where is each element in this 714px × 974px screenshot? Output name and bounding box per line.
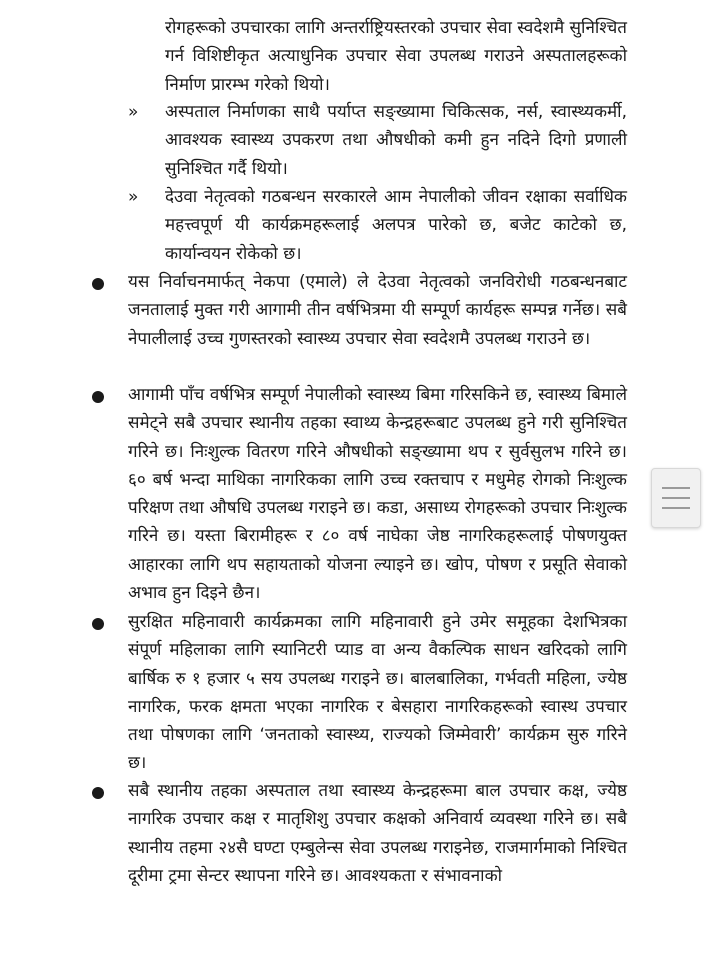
sub-bullet-text: देउवा नेतृत्वको गठबन्धन सरकारले आम नेपालीको जीवन रक्षाका सर्वाधिक महत्त्वपूर्ण यी कार्यक्रमहरूलाई अलपत्र पारेको छ, बजेट काटेको छ, कार्यान्वयन रोकेको छ। bbox=[165, 187, 627, 264]
main-bullet-text: सुरक्षित महिनावारी कार्यक्रमका लागि महिनावारी हुने उमेर समूहका देशभित्रका संपूर्ण महिलाका लागि स्यानिटरी प्याड वा अन्य वैकल्पिक साधन खरिदको लागि बार्षिक रु १ हजार ५ सय उपलब्ध गराइने छ। बालबालिका, गर्भवती महिला, ज्येष्ठ नागरिक, फरक क्षमता भएका नागरिक र बेसहारा नागरिकहरूको स्वास्थ उपचार तथा पोषणका लागि ‘जनताको स्वास्थ्य, राज्यको जिम्मेवारी’ कार्यक्रम सुरु गरिने छ। bbox=[128, 612, 627, 774]
bullet-dot-icon bbox=[92, 787, 104, 799]
main-bullet-text: सबै स्थानीय तहका अस्पताल तथा स्वास्थ्य केन्द्रहरूमा बाल उपचार कक्ष, ज्येष्ठ नागरिक उपचार कक्ष र मातृशिशु उपचार कक्षको अनिवार्य व्यवस्था गरिने छ। सबै स्थानीय तहमा २४सै घण्टा एम्बुलेन्स सेवा उपलब्ध गराइनेछ, राजमार्गमाको निश्चित दूरीमा ट्रमा सेन्टर स्थापना गरिने छ। आवश्यकता र संभावनाको bbox=[128, 781, 627, 886]
menu-button[interactable] bbox=[651, 468, 701, 528]
main-bullet-text: यस निर्वाचनमार्फत् नेकपा (एमाले) ले देउवा नेतृत्वको जनविरोधी गठबन्धनबाट जनतालाई मुक्त गरी आगामी तीन वर्षभित्रमा यी सम्पूर्ण कार्यहरू सम्पन्न गर्नेछ। सबै नेपालीलाई उच्च गुणस्तरको स्वास्थ्य उपचार सेवा स्वदेशमै उपलब्ध गराउने छ। bbox=[128, 272, 627, 349]
sub-bullet-text: अस्पताल निर्माणका साथै पर्याप्त सङ्ख्यामा चिकित्सक, नर्स, स्वास्थ्यकर्मी, आवश्यक स्वास्थ्य उपकरण तथा औषधीको कमी हुन नदिने दिगो प्रणाली सुनिश्चित गर्दै थियो। bbox=[165, 102, 627, 179]
hamburger-menu-icon bbox=[662, 487, 690, 509]
sub-bullet-marker: » bbox=[128, 187, 139, 207]
sub-bullet-marker: » bbox=[128, 102, 139, 122]
main-bullet-text: आगामी पाँच वर्षभित्र सम्पूर्ण नेपालीको स्वास्थ्य बिमा गरिसकिने छ, स्वास्थ्य बिमाले समेट्ने सबै उपचार स्थानीय तहका स्वाथ्य केन्द्रहरूबाट उपलब्ध हुने गरी सुनिश्चित गरिने छ। निःशुल्क वितरण गरिने औषधीको सङ्ख्यामा थप र सुर्वसुलभ गरिने छ। ६० बर्ष भन्दा माथिका नागरिकका लागि उच्च रक्तचाप र मधुमेह रोगको निःशुल्क परिक्षण तथा औषधि उपलब्ध गराइने छ। कडा, असाध्य रोगहरूको उपचार निःशुल्क गरिने छ। यस्ता बिरामीहरू र ८० वर्ष नाघेका जेष्ठ नागरिकहरूलाई पोषणयुक्त आहारका लागि थप सहायताको योजना ल्याइने छ। खोप, पोषण र प्रसूति सेवाको अभाव हुन दिइने छैन। bbox=[128, 385, 627, 604]
bullet-dot-icon bbox=[92, 391, 104, 403]
bullet-dot-icon bbox=[92, 278, 104, 290]
intro-paragraph: रोगहरूको उपचारका लागि अन्तर्राष्ट्रियस्तरको उपचार सेवा स्वदेशमै सुनिश्चित गर्न विशिष्टीकृत अत्याधुनिक उपचार सेवा उपलब्ध गराउने अस्पतालहरूको निर्माण प्रारम्भ गरेको थियो। bbox=[165, 18, 627, 95]
bullet-dot-icon bbox=[92, 618, 104, 630]
